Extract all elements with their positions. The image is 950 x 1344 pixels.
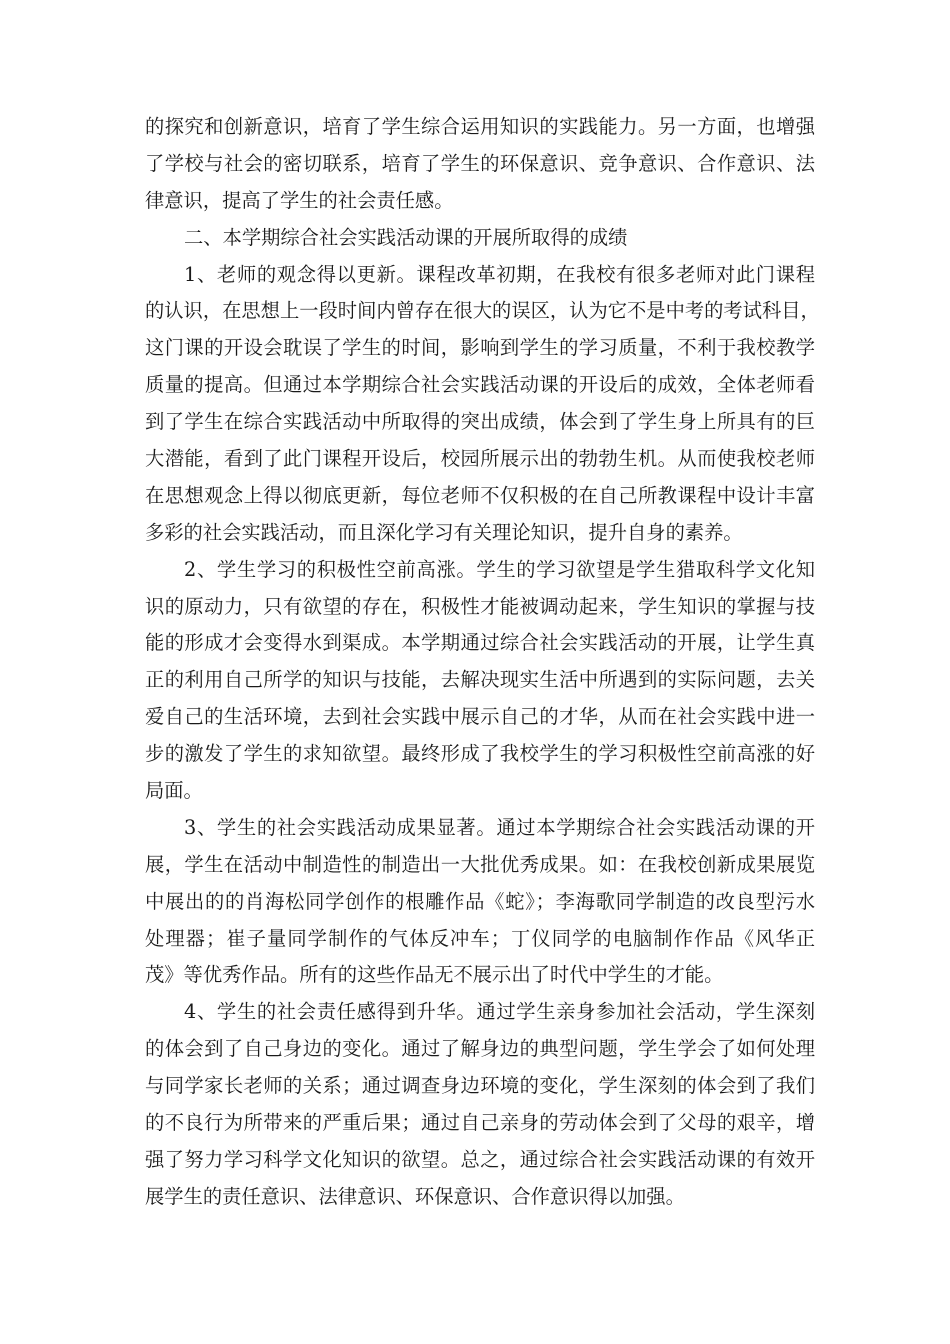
text-line: 正的利用自己所学的知识与技能，去解决现实生活中所遇到的实际问题，去关 xyxy=(145,668,815,692)
text-line: 识的原动力，只有欲望的存在，积极性才能被调动起来，学生知识的掌握与技 xyxy=(145,594,815,618)
text-line: 1、老师的观念得以更新。课程改革初期，在我校有很多老师对此门课程 xyxy=(184,262,815,286)
text-line: 茂》等优秀作品。所有的这些作品无不展示出了时代中学生的才能。 xyxy=(145,963,724,987)
text-line: 这门课的开设会耽误了学生的时间，影响到学生的学习质量，不利于我校教学 xyxy=(145,336,815,360)
text-line: 的不良行为所带来的严重后果；通过自己亲身的劳动体会到了父母的艰辛，增 xyxy=(145,1111,815,1135)
text-line: 的探究和创新意识，培育了学生综合运用知识的实践能力。另一方面，也增强 xyxy=(145,115,815,138)
text-line: 的认识，在思想上一段时间内曾存在很大的误区，认为它不是中考的考试科目， xyxy=(145,299,820,323)
text-line: 展学生的责任意识、法律意识、环保意识、合作意识得以加强。 xyxy=(145,1184,685,1208)
text-line: 2、学生学习的积极性空前高涨。学生的学习欲望是学生猎取科学文化知 xyxy=(184,557,815,581)
text-line: 步的激发了学生的求知欲望。最终形成了我校学生的学习积极性空前高涨的好 xyxy=(145,742,815,766)
paragraph xyxy=(145,994,815,1215)
section-heading xyxy=(145,220,815,257)
text-line: 律意识，提高了学生的社会责任感。 xyxy=(145,188,454,212)
text-line: 到了学生在综合实践活动中所取得的突出成绩，体会到了学生身上所具有的巨 xyxy=(145,410,815,434)
paragraph xyxy=(145,257,820,552)
text-line: 在思想观念上得以彻底更新，每位老师不仅积极的在自己所教课程中设计丰富 xyxy=(145,483,815,507)
paragraph xyxy=(145,552,815,810)
text-line: 多彩的社会实践活动，而且深化学习有关理论知识，提升自身的素养。 xyxy=(145,520,743,544)
text-line: 能的形成才会变得水到渠成。本学期通过综合社会实践活动的开展，让学生真 xyxy=(145,631,815,655)
paragraph xyxy=(145,810,815,994)
text-line: 展，学生在活动中制造性的制造出一大批优秀成果。如：在我校创新成果展览 xyxy=(145,852,815,876)
text-line: 强了努力学习科学文化知识的欲望。总之，通过综合社会实践活动课的有效开 xyxy=(145,1147,815,1171)
text-line: 处理器；崔子量同学制作的气体反冲车；丁仪同学的电脑制作作品《风华正 xyxy=(145,926,815,950)
text-line: 3、学生的社会实践活动成果显著。通过本学期综合社会实践活动课的开 xyxy=(184,815,815,839)
text-line: 二、本学期综合社会实践活动课的开展所取得的成绩 xyxy=(184,225,628,249)
document-body xyxy=(145,109,820,1216)
paragraph xyxy=(145,109,815,220)
text-line: 与同学家长老师的关系；通过调查身边环境的变化，学生深刻的体会到了我们 xyxy=(145,1074,815,1098)
text-line: 中展出的的肖海松同学创作的根雕作品《蛇》；李海歌同学制造的改良型污水 xyxy=(145,889,815,913)
text-line: 大潜能，看到了此门课程开设后，校园所展示出的勃勃生机。从而使我校老师 xyxy=(145,447,815,471)
text-line: 质量的提高。但通过本学期综合社会实践活动课的开设后的成效，全体老师看 xyxy=(145,373,815,397)
text-line: 了学校与社会的密切联系，培育了学生的环保意识、竞争意识、合作意识、法 xyxy=(145,151,815,175)
text-line: 4、学生的社会责任感得到升华。通过学生亲身参加社会活动，学生深刻 xyxy=(184,1000,815,1024)
text-line: 的体会到了自己身边的变化。通过了解身边的典型问题，学生学会了如何处理 xyxy=(145,1037,815,1061)
text-line: 局面。 xyxy=(145,779,203,803)
text-line: 爱自己的生活环境，去到社会实践中展示自己的才华，从而在社会实践中进一 xyxy=(145,705,815,729)
